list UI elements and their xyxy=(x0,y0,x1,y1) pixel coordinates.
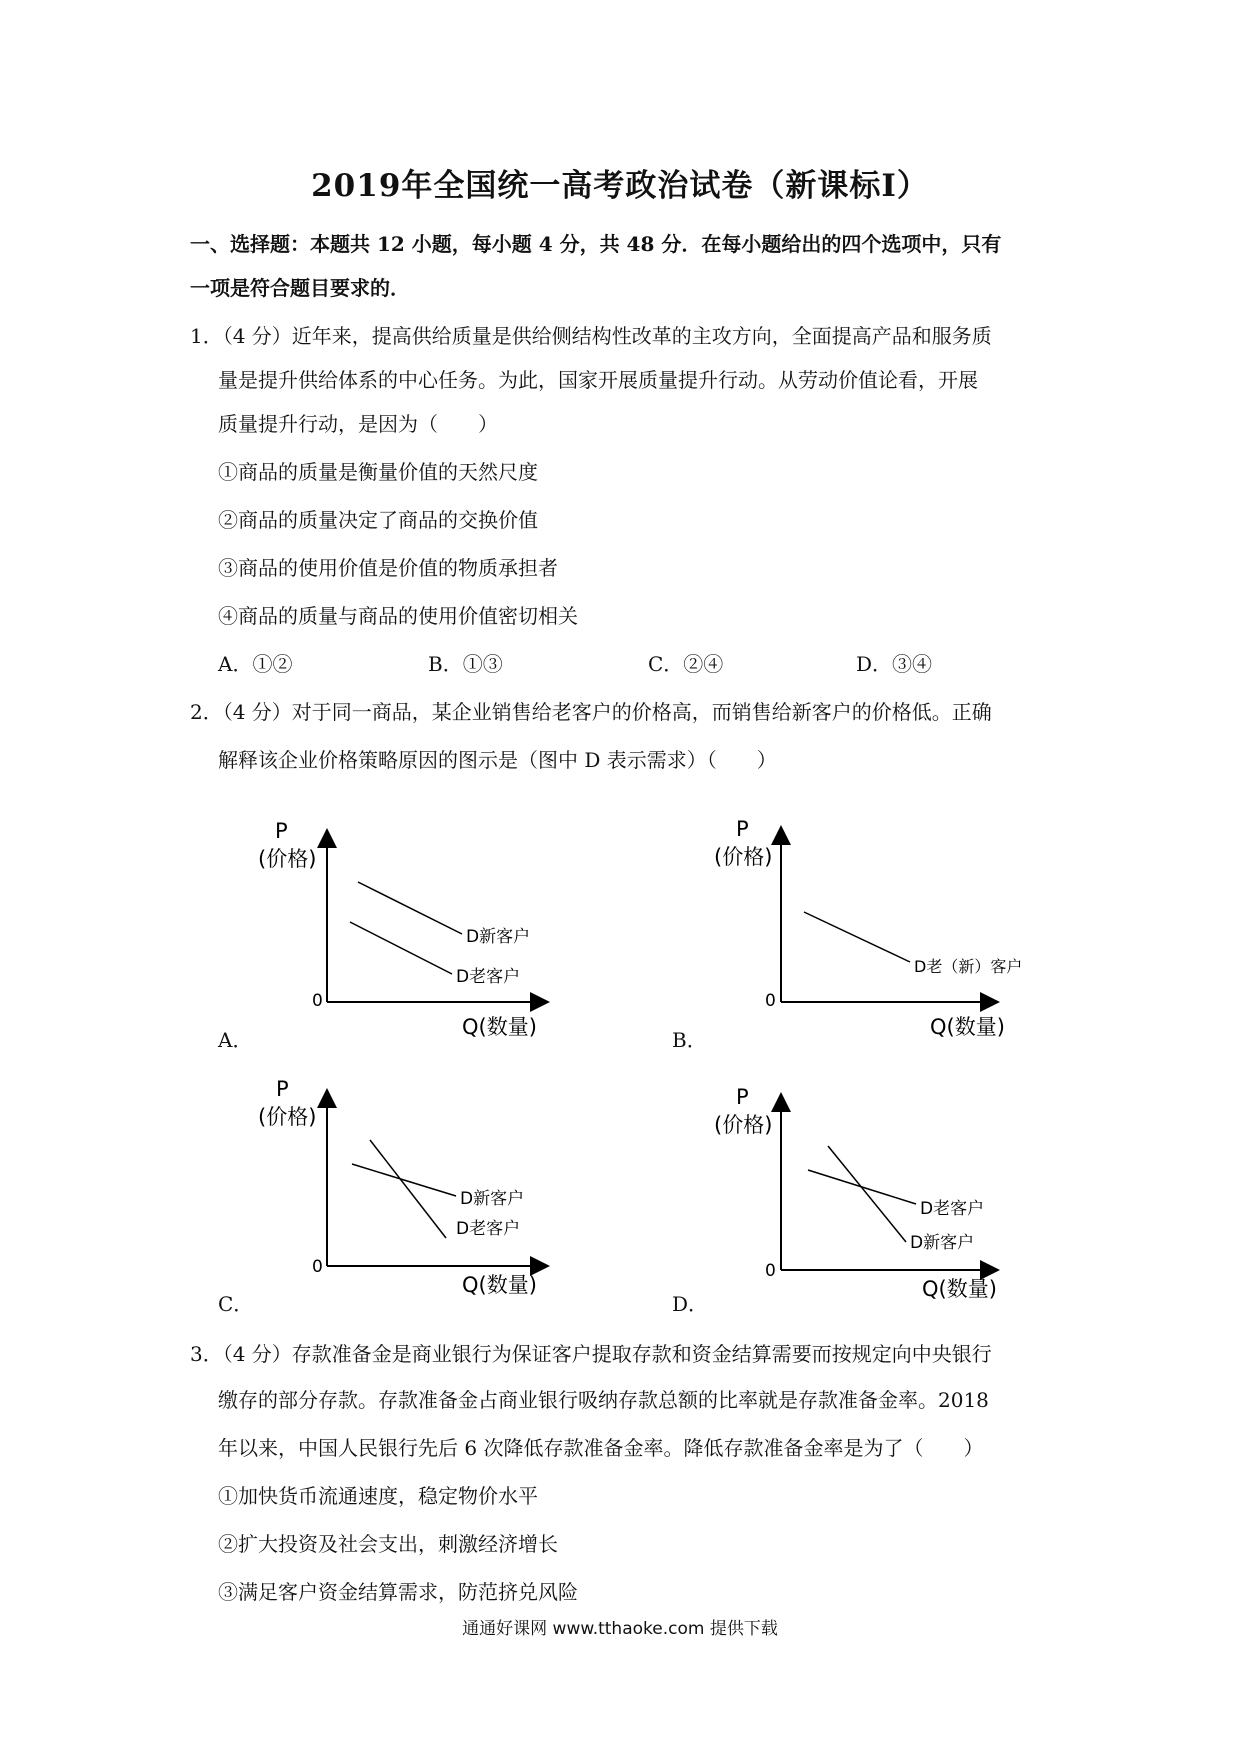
q1-option-a: A．①② xyxy=(218,652,293,676)
fig-b-q-label: Q(数量) xyxy=(930,1015,1005,1039)
fig-b-p-label: P xyxy=(736,817,749,841)
q1-item-2: ②商品的质量决定了商品的交换价值 xyxy=(218,508,538,532)
q2-stem-line2: 解释该企业价格策略原因的图示是（图中 D 表示需求）（ ） xyxy=(218,748,777,772)
fig-d-curve-new xyxy=(828,1146,906,1242)
q1-item-1: ①商品的质量是衡量价值的天然尺度 xyxy=(218,460,538,484)
fig-a-q-label: Q(数量) xyxy=(462,1015,537,1039)
q1-stem-line3: 质量提升行动，是因为（ ） xyxy=(218,412,498,436)
section-heading-line1: 一、选择题：本题共 12 小题，每小题 4 分，共 48 分．在每小题给出的四个选项中，只有 xyxy=(190,232,1002,256)
footer-watermark: 通通好课网 www.tthaoke.com 提供下载 xyxy=(462,1619,778,1639)
fig-b-curve xyxy=(804,912,910,962)
fig-a-caption: A． xyxy=(218,1028,253,1052)
fig-a-curve-old xyxy=(350,922,452,974)
q1-option-c: C．②④ xyxy=(648,652,724,676)
fig-d-p-label: P xyxy=(736,1085,749,1109)
q1-item-3: ③商品的使用价值是价值的物质承担者 xyxy=(218,556,558,580)
q1-option-d: D．③④ xyxy=(856,652,933,676)
fig-c-label-old: D老客户 xyxy=(456,1219,521,1239)
page-title: 2019年全国统一高考政治试卷（新课标Ⅰ） xyxy=(311,168,929,204)
fig-d-origin: 0 xyxy=(765,1261,776,1281)
fig-c-curve-new xyxy=(352,1164,456,1196)
q3-item-1: ①加快货币流通速度，稳定物价水平 xyxy=(218,1484,538,1508)
fig-a-curve-new xyxy=(358,882,462,934)
fig-c-q-label: Q(数量) xyxy=(462,1273,537,1297)
fig-d-caption: D． xyxy=(672,1292,709,1316)
q1-stem-line2: 量是提升供给体系的中心任务。为此，国家开展质量提升行动。从劳动价值论看，开展 xyxy=(218,368,978,392)
q3-item-2: ②扩大投资及社会支出，刺激经济增长 xyxy=(218,1532,558,1556)
q1-option-b: B．①③ xyxy=(428,652,503,676)
fig-a-p-label: P xyxy=(275,819,288,843)
q3-stem-line1: 3．（4 分）存款准备金是商业银行为保证客户提取存款和资金结算需要而按规定向中央银行 xyxy=(190,1342,992,1366)
fig-a-price-label: (价格) xyxy=(258,847,317,871)
fig-b-label: D老（新）客户 xyxy=(914,957,1023,976)
figure-d xyxy=(714,1085,997,1301)
fig-c-label-new: D新客户 xyxy=(460,1189,525,1209)
q2-stem-line1: 2．（4 分）对于同一商品，某企业销售给老客户的价格高，而销售给新客户的价格低。正确 xyxy=(190,700,992,724)
fig-d-price-label: (价格) xyxy=(714,1113,773,1137)
q3-stem-line3: 年以来，中国人民银行先后 6 次降低存款准备金率。降低存款准备金率是为了（ ） xyxy=(218,1436,984,1460)
fig-b-caption: B． xyxy=(672,1028,707,1052)
figure-b xyxy=(714,817,1022,1039)
fig-c-p-label: P xyxy=(276,1077,289,1101)
fig-b-origin: 0 xyxy=(765,991,776,1011)
figure-a xyxy=(258,819,540,1039)
fig-c-origin: 0 xyxy=(312,1257,323,1277)
fig-b-price-label: (价格) xyxy=(714,845,773,869)
fig-c-price-label: (价格) xyxy=(258,1105,317,1129)
section-heading-line2: 一项是符合题目要求的． xyxy=(190,276,410,300)
fig-a-label-old: D老客户 xyxy=(456,967,521,987)
q1-item-4: ④商品的质量与商品的使用价值密切相关 xyxy=(218,604,578,628)
fig-c-caption: C． xyxy=(218,1292,254,1316)
fig-d-label-new: D新客户 xyxy=(910,1233,975,1253)
fig-d-label-old: D老客户 xyxy=(920,1199,985,1219)
q3-stem-line2: 缴存的部分存款。存款准备金占商业银行吸纳存款总额的比率就是存款准备金率。2018 xyxy=(218,1388,989,1412)
figure-c xyxy=(258,1077,540,1297)
fig-d-q-label: Q(数量) xyxy=(922,1277,997,1301)
q3-item-3: ③满足客户资金结算需求，防范挤兑风险 xyxy=(218,1580,578,1604)
fig-a-origin: 0 xyxy=(312,991,323,1011)
q1-stem-line1: 1．（4 分）近年来，提高供给质量是供给侧结构性改革的主攻方向，全面提高产品和服务质 xyxy=(190,324,992,348)
fig-a-label-new: D新客户 xyxy=(466,927,531,947)
